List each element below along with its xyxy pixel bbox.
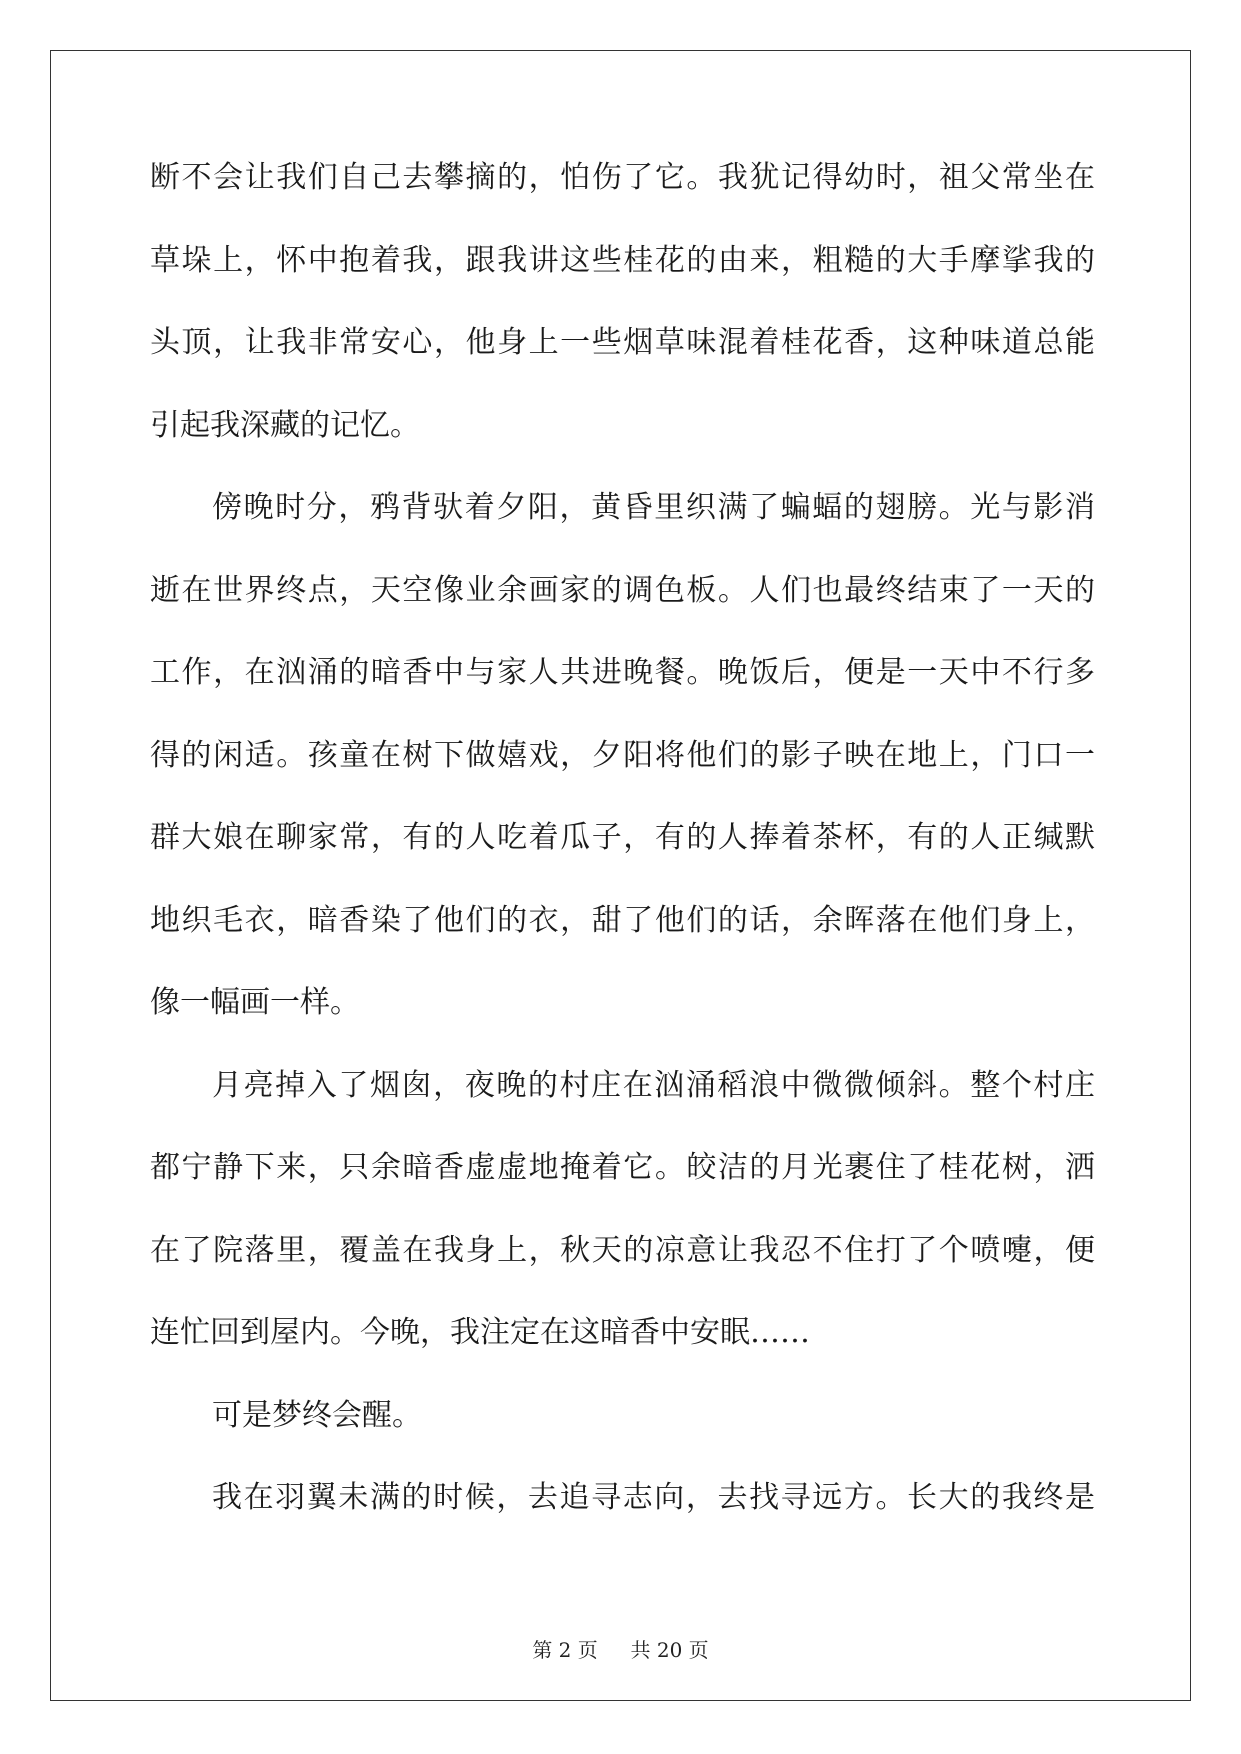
text-line: 得的闲适。孩童在树下做嬉戏，夕阳将他们的影子映在地上，门口一: [150, 737, 1095, 773]
text-line: 像一幅画一样。: [150, 985, 360, 1020]
document-body: [150, 160, 1095, 1563]
text-line: 月亮掉入了烟囱，夜晚的村庄在汹涌稻浪中微微倾斜。整个村庄: [212, 1067, 1095, 1103]
page-total: 共 20 页: [630, 1638, 709, 1662]
text-line: 引起我深藏的记忆。: [150, 407, 420, 443]
text-line: 逝在世界终点，天空像业余画家的调色板。人们也最终结束了一天的: [150, 572, 1095, 608]
text-line: 草垛上，怀中抱着我，跟我讲这些桂花的由来，粗糙的大手摩挲我的: [150, 242, 1095, 278]
text-line: 断不会让我们自己去攀摘的，怕伤了它。我犹记得幼时，祖父常坐在: [150, 160, 1095, 195]
text-line: 傍晚时分，鸦背驮着夕阳，黄昏里织满了蝙蝠的翅膀。光与影消: [212, 490, 1095, 525]
text-line: 我在羽翼未满的时候，去追寻志向，去找寻远方。长大的我终是: [212, 1480, 1095, 1515]
text-line: 都宁静下来，只余暗香虚虚地掩着它。皎洁的月光裹住了桂花树，洒: [150, 1150, 1095, 1185]
text-line: 连忙回到屋内。今晚，我注定在这暗香中安眠……: [150, 1315, 810, 1350]
text-line: 群大娘在聊家常，有的人吃着瓜子，有的人捧着茶杯，有的人正缄默: [150, 820, 1095, 855]
text-line: 头顶，让我非常安心，他身上一些烟草味混着桂花香，这种味道总能: [150, 325, 1095, 360]
text-line: 可是梦终会醒。: [212, 1397, 422, 1433]
text-line: 工作，在汹涌的暗香中与家人共进晚餐。晚饭后，便是一天中不行多: [150, 655, 1095, 690]
text-line: 地织毛衣，暗香染了他们的衣，甜了他们的话，余晖落在他们身上，: [150, 902, 1095, 938]
page-number: 第 2 页: [532, 1638, 598, 1662]
text-line: 在了院落里，覆盖在我身上，秋天的凉意让我忍不住打了个喷嚏，便: [150, 1232, 1095, 1268]
page-footer: [0, 1634, 1241, 1663]
